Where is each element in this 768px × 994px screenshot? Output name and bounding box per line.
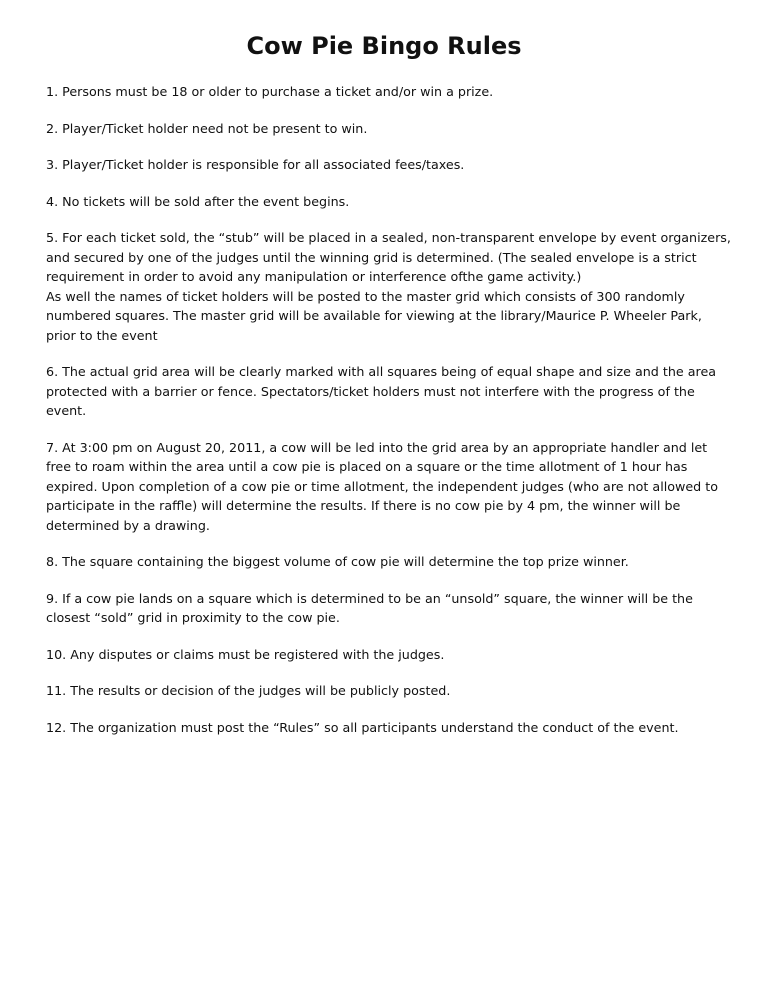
rule-3-text: 3. Player/Ticket holder is responsible for all associated fees/taxes.: [46, 157, 465, 172]
rule-9: [46, 589, 732, 628]
rule-5: [46, 228, 732, 345]
rule-1: [46, 82, 732, 102]
rule-4-text: 4. No tickets will be sold after the event begins.: [46, 193, 350, 209]
rule-2-text: 2. Player/Ticket holder need not be present to win.: [46, 120, 368, 136]
rule-12-text: 12. The organization must post the “Rules” so all participants understand the conduct of the event.: [46, 719, 679, 735]
rule-8-text: 8. The square containing the biggest volume of cow pie will determine the top prize winner.: [46, 554, 629, 569]
page-title: Cow Pie Bingo Rules: [246, 32, 522, 60]
rule-2: [46, 119, 732, 139]
rule-9-text: 9. If a cow pie lands on a square which is determined to be an “unsold” square, the winner will be the closest “sold” grid in proximity to the cow pie.: [46, 590, 693, 625]
rule-11-text: 11. The results or decision of the judges will be publicly posted.: [46, 683, 451, 698]
rule-5-text: 5. For each ticket sold, the “stub” will be placed in a sealed, non-transparent envelope by event organizers, and secured by one of the judges until the winning grid is determined. (The sealed envelope is a strict requirement in order to avoid any manipulation or interference ofthe game activity.): [46, 230, 731, 284]
rule-3: [46, 155, 732, 175]
rule-7-text: 7. At 3:00 pm on August 20, 2011, a cow will be led into the grid area by an appropriate handler and let free to roam within the area until a cow pie is placed on a square or the time allotment of 1 hour has expired. Upon completion of a cow pie or time allotment, the independent judges (who are not allowed to participate in the raffle) will determine the results. If there is no cow pie by 4 pm, the winner will be determined by a drawing.: [46, 439, 719, 533]
rule-11: [46, 681, 732, 701]
rule-6-text: 6. The actual grid area will be clearly marked with all squares being of equal shape and size and the area protected with a barrier or fence. Spectators/ticket holders must not interfere with the progress of the event.: [46, 364, 717, 418]
rule-6: [46, 362, 732, 421]
rule-12: [46, 718, 732, 738]
rule-8: [46, 552, 732, 572]
rule-10-text: 10. Any disputes or claims must be registered with the judges.: [46, 646, 445, 662]
rule-5-continuation: As well the names of ticket holders will be posted to the master grid which consists of 300 randomly numbered squares. The master grid will be available for viewing at the library/Maurice P. Wheeler Park, prior to the event: [46, 288, 702, 343]
rule-7: [46, 438, 732, 536]
rule-1-text: 1. Persons must be 18 or older to purchase a ticket and/or win a prize.: [46, 84, 494, 99]
rule-10: [46, 645, 732, 665]
rule-4: [46, 192, 732, 212]
rules-list: [46, 82, 732, 754]
